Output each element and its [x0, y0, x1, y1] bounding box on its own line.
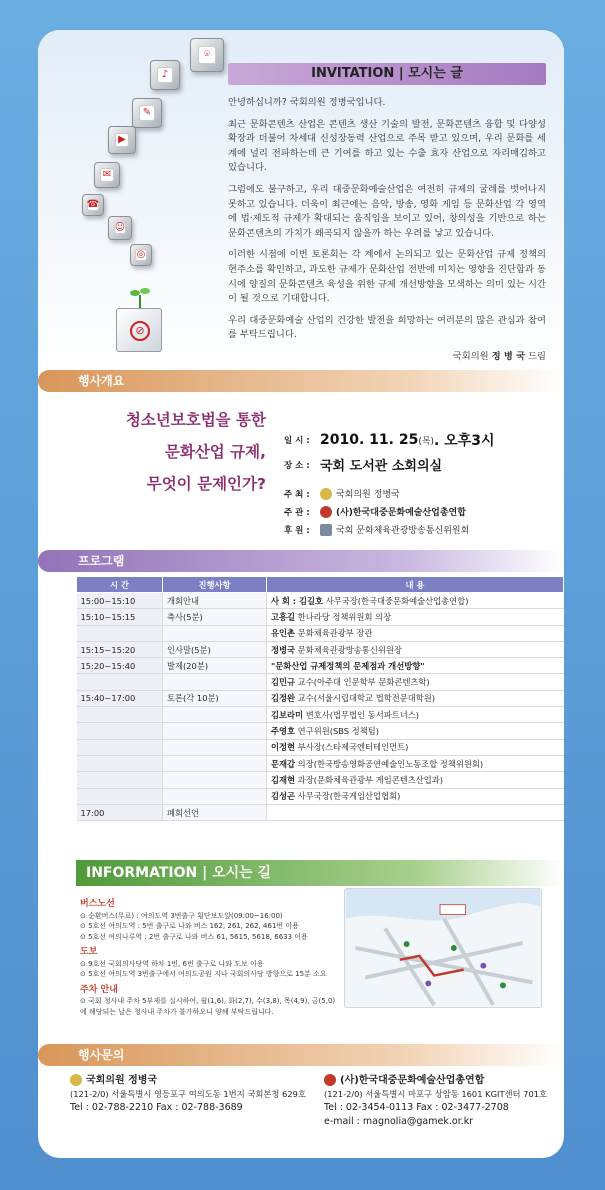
- place-row: [284, 455, 564, 474]
- walk-line: ⊙ 5호선 여의도역 3번출구에서 여의도공원 지나 국회의사당 방향으로 15분 소요: [80, 970, 327, 978]
- directions-text: [80, 894, 338, 1017]
- event-day: (목): [418, 436, 435, 447]
- contact-left: [70, 1074, 320, 1115]
- speaker-name: 김재현: [271, 774, 296, 785]
- letter-paragraph: 우리 대중문화예술 산업의 건강한 발전을 희망하는 여러분의 많은 관심과 참여를 부탁드립니다.: [228, 314, 546, 341]
- contact-left-address: (121-2/0) 서울특별시 영등포구 여의도동 1번지 국회본청 629호: [70, 1088, 306, 1099]
- program-item: [163, 625, 267, 641]
- program-content: [267, 690, 564, 706]
- program-content: [267, 674, 564, 690]
- program-content: [267, 593, 564, 609]
- speaker-name: "문화산업 규제정책의 문제점과 개선방향": [271, 660, 425, 671]
- speaker-name: 김성곤: [271, 791, 296, 802]
- walk-title: 도보: [80, 947, 98, 957]
- invitation-header: INVITATION | 모시는 글: [228, 63, 546, 85]
- program-content: [267, 723, 564, 739]
- program-content: [267, 625, 564, 641]
- program-row: [77, 625, 564, 641]
- contact-right-email: e-mail : magnolia@gamek.or.kr: [324, 1115, 474, 1127]
- bus-line: ⊙ 순환버스(무료) : 여의도역 3번출구 횡단보도앞(09:00~16:00): [80, 911, 283, 920]
- invitation-letter: [228, 96, 546, 365]
- program-row: [77, 609, 564, 625]
- program-content: [267, 804, 564, 820]
- program-time: 15:20~15:40: [77, 658, 163, 674]
- program-time: 17:00: [77, 804, 163, 820]
- speaker-role: 변호사(법무법인 동서파트너스): [303, 709, 420, 720]
- program-time: [77, 788, 163, 804]
- column-content: 내 용: [267, 577, 564, 593]
- media-cube-icon: ✎: [132, 98, 162, 128]
- speaker-name: 김민규: [271, 677, 296, 688]
- program-item: 인사말(5분): [163, 641, 267, 657]
- contact-right-org-name: (사)한국대중문화예술산업총연합: [340, 1075, 485, 1086]
- event-place: 국회 도서관 소회의실: [320, 459, 443, 474]
- speaker-name: 김정완: [271, 693, 296, 704]
- program-row: [77, 804, 564, 820]
- signature-name: 정 병 국: [491, 350, 526, 362]
- speaker-name: 정병국: [271, 644, 296, 655]
- speaker-role: 사무국장(한국게임산업협회): [295, 791, 401, 802]
- signature-suffix: 드림: [528, 350, 546, 362]
- program-row: [77, 723, 564, 739]
- speaker-name: 고흥길: [271, 611, 296, 622]
- speaker-role: 과장(문화체육관광부 게임콘텐츠산업과): [295, 774, 444, 785]
- program-time: [77, 772, 163, 788]
- speaker-role: 교수(아주대 인문학부 문화콘텐츠학): [295, 677, 430, 688]
- event-title-line: 문화산업 규제,: [164, 443, 266, 461]
- speaker-role: 의장(한국방송영화공연예술인노동조합 정책위원회): [295, 758, 484, 769]
- speaker-role: 연구위원(SBS 정책팀): [295, 726, 379, 737]
- bus-line: ⊙ 5호선 여의도역 : 5번 출구로 나와 버스 162, 261, 262, 461번 이용: [80, 922, 299, 930]
- program-table: [76, 576, 564, 821]
- letter-signature: [228, 350, 546, 365]
- program-time: 15:00~15:10: [77, 593, 163, 609]
- media-cube-icon: ◎: [130, 244, 152, 266]
- program-item: [163, 755, 267, 771]
- program-content: [267, 788, 564, 804]
- parking-line: ⊙ 국회 청사내 주차 5부제를 실시하여, 월(1,6), 화(2,7), 수(3,8), 목(4,9), 금(5,0)에 해당되는 날은 청사내 주차가 불가하오니 양해 부탁드립니다.: [80, 997, 336, 1016]
- speaker-name: 유인촌: [271, 628, 296, 639]
- program-content: [267, 658, 564, 674]
- program-item: [163, 674, 267, 690]
- media-cube-icon: ▶: [108, 126, 136, 154]
- program-content: [267, 755, 564, 771]
- program-content: [267, 772, 564, 788]
- program-header: 프로그램: [38, 550, 564, 572]
- contact-right-phone: Tel : 02-3454-0113 Fax : 02-3477-2708: [324, 1102, 509, 1113]
- program-row: [77, 641, 564, 657]
- letter-paragraph: 그럼에도 불구하고, 우리 대중문화예술산업은 여전히 규제의 굴레를 벗어나지 못하고 있습니다. 더욱이 최근에는 음악, 방송, 영화 게임 등 문화산업 각 영역에 법·제도적 규제가 확대되는 움직임을 보이고 있어, 창의성을 기반으로 하는 문화콘텐츠의 가치가 왜곡되지 않을까 하는 우려를 낳고 있습니다.: [228, 183, 546, 239]
- invitation-section: [38, 30, 564, 378]
- speaker-name: 이정현: [271, 742, 296, 753]
- information-header: INFORMATION | 오시는 길: [76, 860, 564, 886]
- program-row: [77, 772, 564, 788]
- speaker-name: 사 회 : 김길호: [271, 595, 324, 606]
- program-row: [77, 707, 564, 723]
- speaker-role: 문화체육관광방송통신위원장: [295, 644, 402, 655]
- host-name: 국회의원 정병국: [336, 490, 400, 500]
- walk-line: ⊙ 9호선 국회의사당역 하차 1번, 6번 출구로 나와 도보 이용: [80, 959, 264, 968]
- speaker-role: 문화체육관광부 장관: [295, 628, 373, 639]
- event-date: 2010. 11. 25: [320, 432, 419, 448]
- event-title-line: 청소년보호법을 통한: [125, 411, 266, 429]
- program-item: [163, 788, 267, 804]
- letter-paragraph: 이러한 시점에 이번 토론회는 각 계에서 논의되고 있는 문화산업 규제 정책의 현주소를 확인하고, 과도한 규제가 문화산업 전반에 미치는 영향을 진단함과 동시에 양질의 문화콘텐츠 육성을 위한 규제 개선방향을 모색하는 의미 있는 시간이 될 것으로 기대합니다.: [228, 249, 546, 305]
- program-item: 발제(20분): [163, 658, 267, 674]
- program-row: [77, 674, 564, 690]
- program-row: [77, 593, 564, 609]
- program-table-header: [77, 577, 564, 593]
- program-time: [77, 625, 163, 641]
- contact-right-org: [324, 1074, 560, 1088]
- media-cube-icon: ☎: [82, 194, 104, 216]
- organizer-row: [284, 505, 564, 518]
- signature-prefix: 국회의원: [452, 350, 489, 362]
- prohibited-box-icon: ⊘: [116, 308, 162, 352]
- contact-right: [324, 1074, 560, 1128]
- media-cube-icon: ♪: [150, 60, 180, 90]
- program-content: [267, 641, 564, 657]
- program-time: 15:15~15:20: [77, 641, 163, 657]
- program-row: [77, 755, 564, 771]
- speaker-role: 사무국장(한국대중문화예술산업총연합): [323, 595, 469, 606]
- event-title-line: 무엇이 문제인가?: [146, 475, 266, 493]
- letter-paragraph: 최근 문화콘텐츠 산업은 콘텐츠 생산 기술의 발전, 문화콘텐츠 융합 및 다양성 확장과 더불어 차세대 신성장동력 산업으로 주목 받고 있으며, 우리 문화를 세계에 널리 전파하는데 큰 기여를 하고 있는 수출 효자 산업으로 자리매김하고 있습니다.: [228, 118, 546, 174]
- bus-title: 버스노선: [80, 899, 115, 909]
- sponsor-row: [284, 523, 564, 536]
- contact-header: 행사문의: [38, 1044, 564, 1066]
- program-content: [267, 707, 564, 723]
- program-item: [163, 739, 267, 755]
- place-label: 장 소 :: [284, 460, 310, 471]
- overview-header: 행사개요: [38, 370, 564, 392]
- program-item: [163, 707, 267, 723]
- sponsor-label: 후 원 :: [284, 525, 310, 536]
- program-content: [267, 609, 564, 625]
- media-cube-icon: ✉: [94, 162, 120, 188]
- program-item: [163, 772, 267, 788]
- speaker-role: 한나라당 정책위원회 의장: [295, 611, 392, 622]
- program-row: [77, 788, 564, 804]
- program-time: [77, 723, 163, 739]
- media-cube-icon: ☺: [108, 216, 132, 240]
- parking-title: 주차 안내: [80, 984, 118, 995]
- organizer-label: 주 관 :: [284, 507, 310, 518]
- program-item: 개회안내: [163, 593, 267, 609]
- program-time: 15:40~17:00: [77, 690, 163, 706]
- host-row: [284, 487, 564, 500]
- program-item: 축사(5분): [163, 609, 267, 625]
- program-item: 토론(각 10분): [163, 690, 267, 706]
- contact-left-org-name: 국회의원 정병국: [86, 1075, 158, 1086]
- program-row: [77, 690, 564, 706]
- host-label: 주 최 :: [284, 489, 310, 500]
- program-time: [77, 755, 163, 771]
- contact-right-address: (121-2/0) 서울특별시 마포구 상암동 1601 KGIT센터 701호: [324, 1088, 548, 1099]
- speaker-name: 주영호: [271, 726, 296, 737]
- speaker-role: 교수(서울시립대학교 법학전문대학원): [295, 693, 436, 704]
- program-time: [77, 674, 163, 690]
- program-time: [77, 707, 163, 723]
- program-content: [267, 739, 564, 755]
- assembly-seal-icon: [70, 1074, 82, 1086]
- organizer-name: (사)한국대중문화예술산업총연합: [336, 508, 466, 518]
- speaker-name: 김보라미: [271, 709, 304, 720]
- association-logo-icon: [320, 506, 332, 518]
- column-item: 진행사항: [163, 577, 267, 593]
- speaker-role: 부사장(스타제국엔터테인먼트): [295, 742, 409, 753]
- event-details: [284, 430, 564, 541]
- program-time: 15:10~15:15: [77, 609, 163, 625]
- date-row: [284, 430, 564, 450]
- event-time: . 오후3시: [434, 433, 495, 449]
- program-item: 폐회선언: [163, 804, 267, 820]
- letter-paragraph: 안녕하십니까? 국회의원 정병국입니다.: [228, 97, 386, 108]
- assembly-building-icon: [320, 524, 332, 536]
- date-label: 일 시 :: [284, 436, 310, 446]
- program-time: [77, 739, 163, 755]
- program-row: [77, 739, 564, 755]
- association-logo-icon: [324, 1074, 336, 1086]
- bus-line: ⊙ 5호선 여의나루역 : 2번 출구로 나와 버스 61, 5615, 5618, 6633 이용: [80, 932, 308, 941]
- sponsor-name: 국회 문화체육관광방송통신위원회: [336, 526, 470, 536]
- location-map: [344, 888, 542, 1008]
- contact-left-phone: Tel : 02-788-2210 Fax : 02-788-3689: [70, 1102, 243, 1113]
- speaker-name: 문재갑: [271, 758, 296, 769]
- contact-left-org: [70, 1074, 320, 1088]
- program-row: [77, 658, 564, 674]
- event-title: [76, 404, 266, 500]
- media-cube-icon: ⌾: [190, 38, 224, 72]
- column-time: 시 간: [77, 577, 163, 593]
- program-item: [163, 723, 267, 739]
- assembly-seal-icon: [320, 488, 332, 500]
